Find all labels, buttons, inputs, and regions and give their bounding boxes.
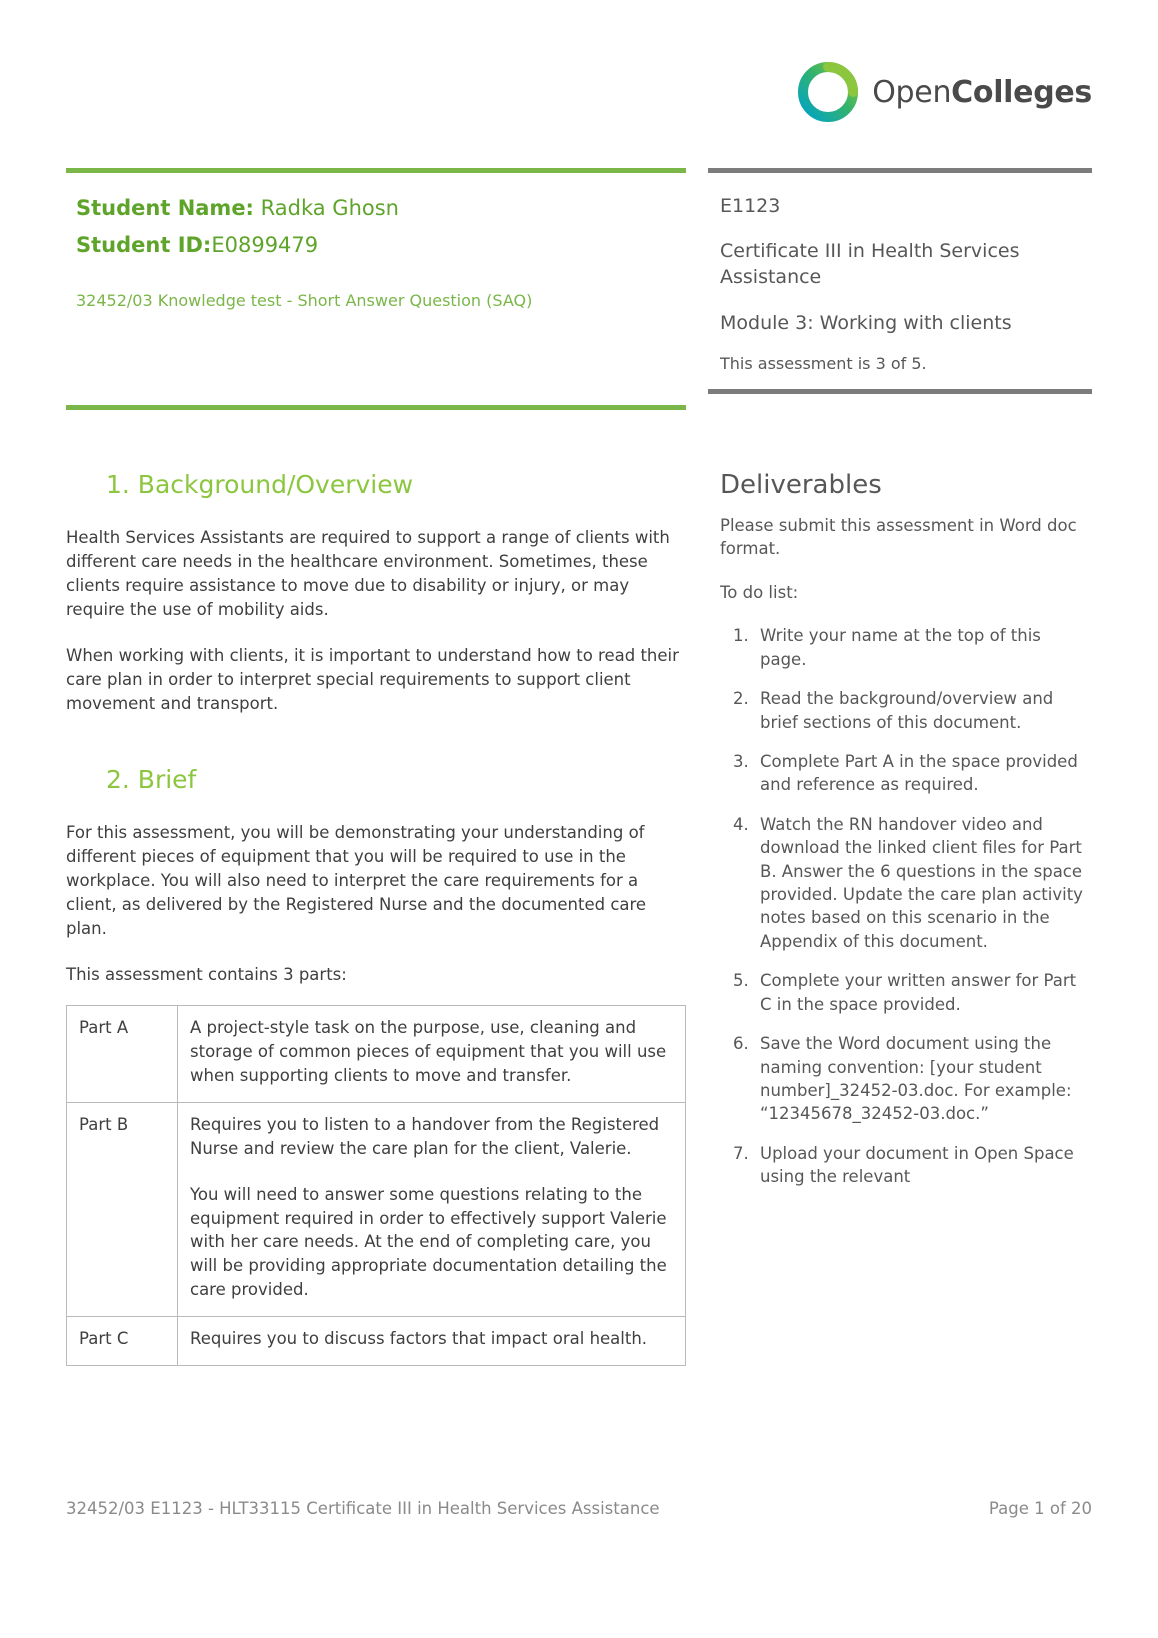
header-left — [66, 168, 686, 410]
part-b-paragraph-2: You will need to answer some questions relating to the equipment required in order to effectively support Valerie with her care needs. At the end of completing care, you will be providing appropriate documentation detailing the care provided. — [190, 1184, 667, 1300]
part-a-description — [178, 1005, 686, 1102]
table-row — [67, 1317, 686, 1366]
green-rule-bottom — [66, 405, 686, 410]
list-item: 2. Read the background/overview and brief sections of this document. — [754, 687, 1092, 734]
logo-text-colleges: Colleges — [951, 74, 1092, 110]
course-code: E1123 — [720, 195, 781, 217]
assessment-count-note: This assessment is 3 of 5. — [720, 354, 927, 374]
certificate-title: Certificate III in Health Services Assistance — [720, 240, 1020, 288]
student-name-label: Student Name: — [76, 196, 254, 220]
section-1-heading: 1. Background/Overview — [106, 470, 414, 499]
section-2-paragraph-1: For this assessment, you will be demonstrating your understanding of different pieces of equipment that you will be required to use in the workplace. You will also need to interpret the care requirements for a client, as delivered by the Registered Nurse and the documented care plan. — [66, 823, 647, 939]
section-2-heading: 2. Brief — [106, 765, 197, 795]
gray-rule-bottom — [708, 389, 1092, 394]
part-b-description — [178, 1102, 686, 1316]
student-details — [66, 173, 686, 395]
footer-page-number: Page 1 of 20 — [988, 1499, 1092, 1518]
student-id-row — [76, 232, 686, 259]
section-2-paragraph-2: This assessment contains 3 parts: — [66, 965, 347, 985]
section-1-paragraph-2: When working with clients, it is important to understand how to read their care plan in order to interpret special requirements to support client movement and transport. — [66, 645, 679, 713]
part-c-description — [178, 1317, 686, 1366]
body-columns — [66, 470, 1092, 1366]
section-1-paragraph-1: Health Services Assistants are required to support a range of clients with different care needs in the healthcare environment. Sometimes, these clients require assistance to move due to disability or injury, or may require the use of mobility aids. — [66, 528, 670, 619]
list-item: 4. Watch the RN handover video and download the linked client files for Part B. Answer the 6 questions in the space provided. Update the care plan activity notes based on this scenario in the Appendix of this document. — [754, 813, 1092, 954]
student-id-label: Student ID: — [76, 233, 212, 258]
student-name-value: Radka Ghosn — [253, 196, 399, 220]
part-b-label: Part B — [67, 1102, 178, 1316]
list-item: 3. Complete Part A in the space provided and reference as required. — [754, 750, 1092, 797]
deliverables-intro: Please submit this assessment in Word doc format. — [720, 516, 1077, 559]
header-right — [708, 168, 1092, 410]
part-c-label: Part C — [67, 1317, 178, 1366]
footer-left-text: 32452/03 E1123 - HLT33115 Certificate III in Health Services Assistance — [66, 1499, 660, 1518]
list-item: 1. Write your name at the top of this page. — [754, 624, 1092, 671]
list-item: 5. Complete your written answer for Part C in the space provided. — [754, 969, 1092, 1016]
list-item: 7. Upload your document in Open Space using the relevant — [754, 1142, 1092, 1189]
open-colleges-ring-icon — [798, 62, 858, 122]
header-band — [66, 168, 1092, 410]
course-details — [708, 173, 1092, 389]
open-colleges-wordmark — [872, 75, 1092, 110]
parts-table — [66, 1005, 686, 1366]
logo-text-open: Open — [872, 74, 952, 110]
student-name-row — [76, 195, 686, 222]
part-a-label: Part A — [67, 1005, 178, 1102]
student-id-value: E0899479 — [211, 233, 319, 258]
open-colleges-logo — [798, 62, 1092, 122]
left-column — [66, 470, 686, 1366]
module-title: Module 3: Working with clients — [720, 311, 1012, 334]
todo-list-label: To do list: — [720, 582, 799, 602]
page-footer — [66, 1499, 1092, 1518]
part-c-paragraph-1: Requires you to discuss factors that impact oral health. — [190, 1329, 648, 1349]
assessment-title: 32452/03 Knowledge test - Short Answer Question (SAQ) — [76, 290, 533, 310]
deliverables-heading: Deliverables — [720, 470, 882, 500]
table-row — [67, 1102, 686, 1316]
part-a-paragraph-1: A project-style task on the purpose, use, cleaning and storage of common pieces of equipment that you will use when supporting clients to move and transfer. — [190, 1017, 667, 1085]
list-item: 6. Save the Word document using the naming convention: [your student number]_32452-03.doc. For example: “12345678_32452-03.doc.” — [754, 1032, 1092, 1126]
part-b-paragraph-1: Requires you to listen to a handover from the Registered Nurse and review the care plan for the client, Valerie. — [190, 1114, 660, 1158]
table-row — [67, 1005, 686, 1102]
right-column — [710, 470, 1092, 1366]
todo-list — [720, 624, 1092, 1188]
